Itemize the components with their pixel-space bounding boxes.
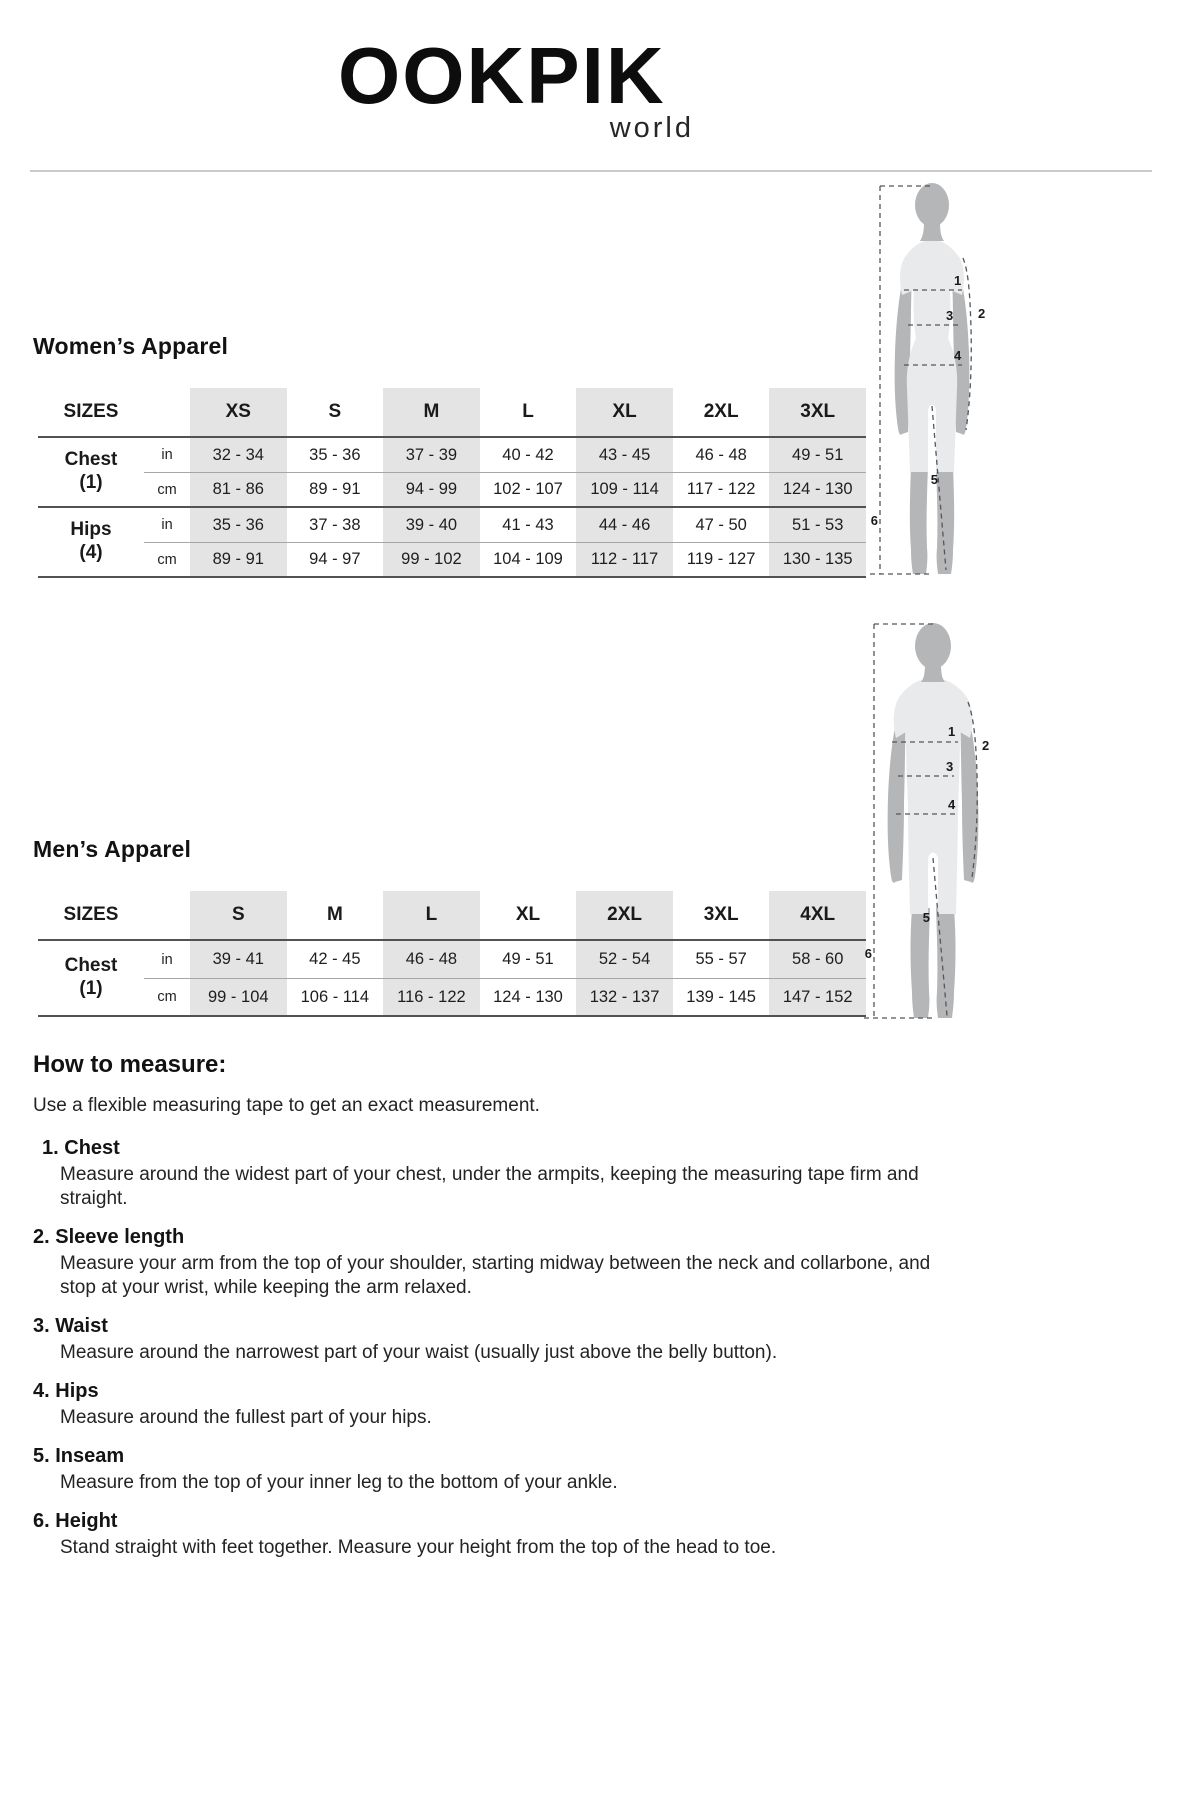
step-title (33, 1445, 1113, 1468)
size-cell: 94 - 99 (383, 473, 480, 508)
womens-figure-illustration (866, 178, 998, 578)
figure-label-waist: 3 (946, 308, 954, 323)
unit-label-cm: cm (144, 979, 190, 1017)
size-cell: 58 - 60 (769, 941, 866, 979)
size-cell: 46 - 48 (673, 438, 770, 473)
size-cell: 40 - 42 (480, 438, 577, 473)
figure-label-inseam: 5 (922, 910, 930, 925)
size-cell: 124 - 130 (480, 979, 577, 1017)
figure-head-shape (915, 183, 949, 227)
step-title (33, 1380, 1113, 1403)
step-name: Height (55, 1509, 118, 1532)
measure-step-sleeve-length (33, 1226, 1113, 1300)
column-header-4xl: 4XL (769, 891, 866, 941)
figure-label-height: 6 (864, 946, 872, 961)
measure-step-waist (33, 1315, 1113, 1365)
how-to-intro: Use a flexible measuring tape to get an exact measurement. (33, 1095, 540, 1116)
step-description: Measure around the widest part of your chest, under the armpits, keeping the measuring tape firm and straight. (60, 1164, 919, 1209)
row-label-chest-number: (1) (79, 472, 103, 493)
figure-label-waist: 3 (946, 759, 954, 774)
step-name: Chest (64, 1137, 120, 1159)
size-cell: 55 - 57 (673, 941, 770, 979)
size-cell: 32 - 34 (190, 438, 287, 473)
size-cell: 41 - 43 (480, 508, 577, 543)
measure-step-inseam (33, 1445, 1113, 1495)
size-cell: 112 - 117 (576, 543, 673, 578)
sizes-header: SIZES (38, 891, 144, 941)
step-title (33, 1226, 1113, 1249)
row-label-hips-text: Hips (70, 519, 112, 541)
column-header-s: S (287, 388, 384, 438)
figure-arm-shape (888, 713, 906, 883)
sizes-header: SIZES (38, 388, 144, 438)
womens-silhouette (895, 183, 970, 574)
figure-label-hips: 4 (948, 797, 956, 812)
figure-leg-shape (910, 466, 928, 574)
womens-measurement-figure (866, 178, 998, 578)
mens-section-title: Men’s Apparel (33, 836, 192, 862)
size-cell: 109 - 114 (576, 473, 673, 508)
step-title (33, 1137, 1113, 1160)
figure-head-shape (915, 623, 951, 669)
step-number: 5. (33, 1444, 50, 1467)
size-cell: 130 - 135 (769, 543, 866, 578)
size-cell: 99 - 104 (190, 979, 287, 1017)
mens-silhouette (888, 623, 979, 1018)
mens-figure-illustration (862, 618, 1004, 1023)
measure-step-chest (33, 1137, 1113, 1211)
step-number: 6. (33, 1509, 50, 1532)
size-cell: 124 - 130 (769, 473, 866, 508)
size-cell: 42 - 45 (287, 941, 384, 979)
step-name: Hips (55, 1379, 99, 1402)
figure-label-height: 6 (870, 513, 878, 528)
measure-step-hips (33, 1380, 1113, 1430)
size-cell: 139 - 145 (673, 979, 770, 1017)
step-number: 3. (33, 1314, 50, 1337)
size-cell: 51 - 53 (769, 508, 866, 543)
figure-label-inseam: 5 (930, 472, 938, 487)
header-divider (30, 170, 1152, 172)
row-label-chest-text: Chest (64, 955, 118, 977)
size-cell: 49 - 51 (769, 438, 866, 473)
step-title (33, 1315, 1113, 1338)
size-cell: 44 - 46 (576, 508, 673, 543)
figure-label-chest: 1 (954, 273, 962, 288)
mens-measurement-figure (862, 618, 1004, 1023)
size-cell: 39 - 41 (190, 941, 287, 979)
row-label-chest-number: (1) (79, 978, 103, 999)
measure-step-height (33, 1510, 1113, 1560)
womens-section-title: Women’s Apparel (33, 333, 229, 359)
size-cell: 116 - 122 (383, 979, 480, 1017)
step-description: Measure from the top of your inner leg to the bottom of your ankle. (60, 1471, 618, 1493)
womens-size-table (38, 388, 866, 578)
brand-logo (338, 31, 698, 145)
brand-wordmark: OOKPIK (338, 31, 666, 120)
size-cell: 147 - 152 (769, 979, 866, 1017)
column-header-3xl: 3XL (769, 388, 866, 438)
column-header-xl: XL (480, 891, 577, 941)
figure-label-chest: 1 (948, 724, 956, 739)
size-cell: 119 - 127 (673, 543, 770, 578)
size-cell: 99 - 102 (383, 543, 480, 578)
size-cell: 35 - 36 (190, 508, 287, 543)
size-cell: 117 - 122 (673, 473, 770, 508)
step-name: Inseam (55, 1444, 125, 1467)
size-cell: 132 - 137 (576, 979, 673, 1017)
figure-label-sleeve: 2 (978, 306, 986, 321)
size-cell: 46 - 48 (383, 941, 480, 979)
size-cell: 35 - 36 (287, 438, 384, 473)
column-header-m: M (383, 388, 480, 438)
size-cell: 47 - 50 (673, 508, 770, 543)
column-header-s: S (190, 891, 287, 941)
step-name: Waist (55, 1314, 108, 1337)
column-header-3xl: 3XL (673, 891, 770, 941)
unit-header-spacer (144, 388, 190, 438)
size-cell: 37 - 38 (287, 508, 384, 543)
unit-header-spacer (144, 891, 190, 941)
size-cell: 106 - 114 (287, 979, 384, 1017)
size-cell: 49 - 51 (480, 941, 577, 979)
column-header-2xl: 2XL (576, 891, 673, 941)
how-to-title: How to measure: (33, 1051, 227, 1078)
size-cell: 94 - 97 (287, 543, 384, 578)
column-header-xs: XS (190, 388, 287, 438)
size-cell: 43 - 45 (576, 438, 673, 473)
mens-size-table (38, 891, 866, 1017)
size-cell: 89 - 91 (287, 473, 384, 508)
size-cell: 37 - 39 (383, 438, 480, 473)
figure-label-hips: 4 (954, 348, 962, 363)
size-cell: 104 - 109 (480, 543, 577, 578)
step-number: 4. (33, 1379, 50, 1402)
unit-label-in: in (144, 438, 190, 473)
size-cell: 102 - 107 (480, 473, 577, 508)
unit-label-cm: cm (144, 473, 190, 508)
size-cell: 89 - 91 (190, 543, 287, 578)
row-label-chest (38, 438, 144, 508)
unit-label-in: in (144, 508, 190, 543)
step-description: Measure your arm from the top of your shoulder, starting midway between the neck and collarbone, and stop at your wrist, while keeping the arm relaxed. (60, 1252, 931, 1298)
column-header-2xl: 2XL (673, 388, 770, 438)
size-cell: 81 - 86 (190, 473, 287, 508)
row-label-chest (38, 941, 144, 1017)
figure-shirt-shape (894, 678, 973, 914)
step-description: Stand straight with feet together. Measure your height from the top of the head to toe. (60, 1536, 777, 1558)
step-title (33, 1510, 1113, 1533)
column-header-xl: XL (576, 388, 673, 438)
brand-tagline: world (609, 112, 694, 144)
size-cell: 39 - 40 (383, 508, 480, 543)
size-cell: 52 - 54 (576, 941, 673, 979)
column-header-m: M (287, 891, 384, 941)
column-header-l: L (383, 891, 480, 941)
unit-label-in: in (144, 941, 190, 979)
figure-label-sleeve: 2 (982, 738, 990, 753)
step-name: Sleeve length (55, 1225, 185, 1248)
row-label-hips (38, 508, 144, 578)
unit-label-cm: cm (144, 543, 190, 578)
step-description: Measure around the fullest part of your hips. (60, 1406, 432, 1428)
row-label-chest-text: Chest (64, 449, 118, 471)
row-label-hips-number: (4) (79, 542, 103, 563)
step-description: Measure around the narrowest part of your waist (usually just above the belly button). (60, 1341, 778, 1363)
column-header-l: L (480, 388, 577, 438)
step-number: 2. (33, 1225, 50, 1248)
how-to-measure-section (33, 1051, 1113, 1575)
step-number: 1. (42, 1137, 59, 1159)
